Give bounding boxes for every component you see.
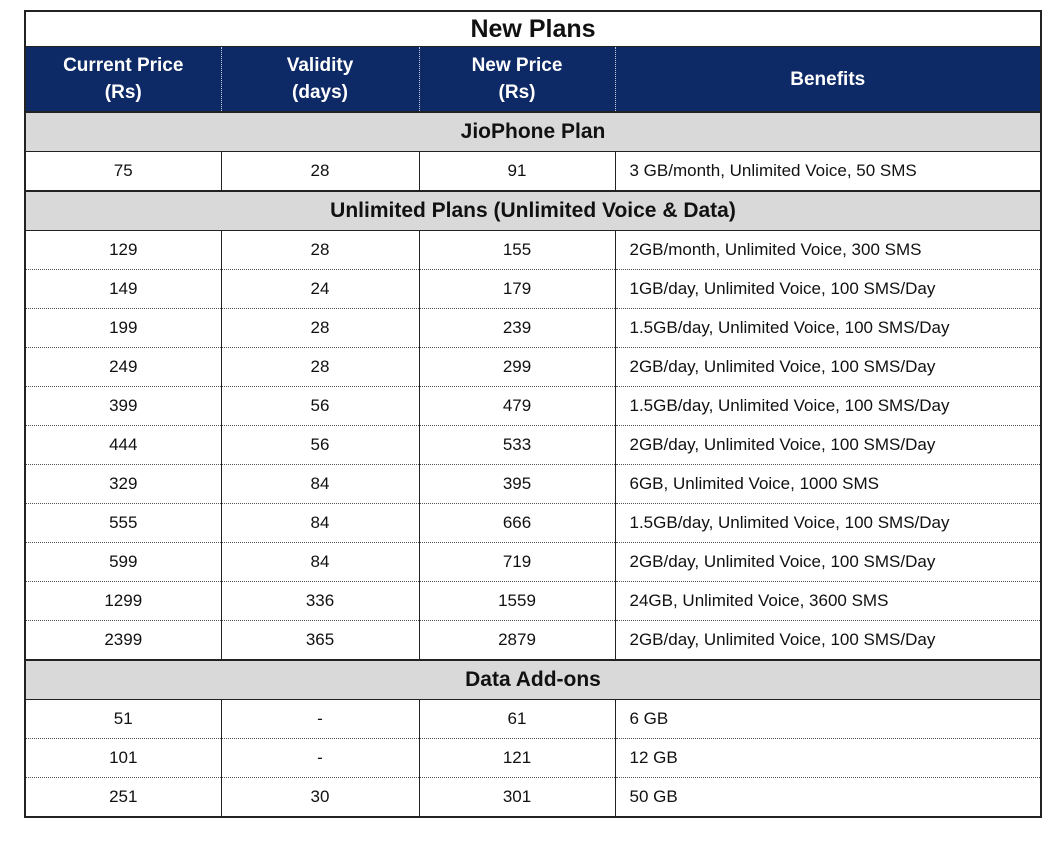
table-row	[25, 270, 1041, 309]
cell-current-price: 251	[25, 778, 221, 818]
cell-validity: 84	[221, 465, 419, 504]
cell-current-price: 129	[25, 231, 221, 270]
cell-benefits: 24GB, Unlimited Voice, 3600 SMS	[615, 582, 1041, 621]
cell-benefits: 12 GB	[615, 739, 1041, 778]
cell-benefits: 1.5GB/day, Unlimited Voice, 100 SMS/Day	[615, 309, 1041, 348]
cell-benefits: 1.5GB/day, Unlimited Voice, 100 SMS/Day	[615, 387, 1041, 426]
header-benefits: Benefits	[615, 47, 1041, 113]
cell-validity: 56	[221, 387, 419, 426]
cell-validity: -	[221, 739, 419, 778]
cell-new-price: 395	[419, 465, 615, 504]
table-row	[25, 739, 1041, 778]
cell-current-price: 1299	[25, 582, 221, 621]
section-row	[25, 660, 1041, 700]
header-new-price-line2: (Rs)	[498, 82, 536, 103]
table-row	[25, 309, 1041, 348]
cell-benefits: 2GB/month, Unlimited Voice, 300 SMS	[615, 231, 1041, 270]
cell-current-price: 2399	[25, 621, 221, 661]
cell-validity: 28	[221, 231, 419, 270]
cell-current-price: 149	[25, 270, 221, 309]
header-validity	[221, 47, 419, 113]
cell-validity: 56	[221, 426, 419, 465]
header-current-price-line1: Current Price	[63, 55, 184, 76]
table-row	[25, 152, 1041, 192]
header-new-price	[419, 47, 615, 113]
cell-new-price: 533	[419, 426, 615, 465]
cell-new-price: 301	[419, 778, 615, 818]
cell-current-price: 75	[25, 152, 221, 192]
cell-validity: 30	[221, 778, 419, 818]
header-current-price-line2: (Rs)	[104, 82, 142, 103]
cell-benefits: 2GB/day, Unlimited Voice, 100 SMS/Day	[615, 426, 1041, 465]
cell-new-price: 121	[419, 739, 615, 778]
cell-current-price: 51	[25, 700, 221, 739]
title-row	[25, 11, 1041, 47]
cell-validity: -	[221, 700, 419, 739]
cell-current-price: 555	[25, 504, 221, 543]
cell-new-price: 479	[419, 387, 615, 426]
cell-new-price: 2879	[419, 621, 615, 661]
table-row	[25, 543, 1041, 582]
cell-validity: 28	[221, 152, 419, 192]
section-title: Data Add-ons	[25, 660, 1041, 700]
cell-benefits: 3 GB/month, Unlimited Voice, 50 SMS	[615, 152, 1041, 192]
section-title: Unlimited Plans (Unlimited Voice & Data)	[25, 191, 1041, 231]
cell-new-price: 91	[419, 152, 615, 192]
table-row	[25, 621, 1041, 661]
cell-benefits: 2GB/day, Unlimited Voice, 100 SMS/Day	[615, 621, 1041, 661]
table-row	[25, 348, 1041, 387]
cell-current-price: 101	[25, 739, 221, 778]
table-title: New Plans	[25, 11, 1041, 47]
header-validity-line2: (days)	[292, 82, 348, 103]
cell-current-price: 399	[25, 387, 221, 426]
table-body	[25, 112, 1041, 817]
cell-validity: 336	[221, 582, 419, 621]
cell-new-price: 666	[419, 504, 615, 543]
cell-benefits: 6 GB	[615, 700, 1041, 739]
table-row	[25, 426, 1041, 465]
section-row	[25, 112, 1041, 152]
plans-table	[24, 10, 1042, 818]
cell-validity: 84	[221, 504, 419, 543]
header-row	[25, 47, 1041, 113]
table-row	[25, 231, 1041, 270]
table-row	[25, 700, 1041, 739]
cell-current-price: 199	[25, 309, 221, 348]
cell-new-price: 239	[419, 309, 615, 348]
table-row	[25, 387, 1041, 426]
cell-benefits: 2GB/day, Unlimited Voice, 100 SMS/Day	[615, 543, 1041, 582]
section-row	[25, 191, 1041, 231]
plans-sheet	[24, 10, 1040, 818]
header-new-price-line1: New Price	[471, 55, 563, 76]
header-validity-line1: Validity	[286, 55, 354, 76]
cell-benefits: 50 GB	[615, 778, 1041, 818]
cell-current-price: 444	[25, 426, 221, 465]
table-row	[25, 582, 1041, 621]
cell-benefits: 1.5GB/day, Unlimited Voice, 100 SMS/Day	[615, 504, 1041, 543]
cell-current-price: 599	[25, 543, 221, 582]
cell-validity: 24	[221, 270, 419, 309]
cell-validity: 28	[221, 348, 419, 387]
cell-benefits: 1GB/day, Unlimited Voice, 100 SMS/Day	[615, 270, 1041, 309]
table-row	[25, 465, 1041, 504]
cell-new-price: 299	[419, 348, 615, 387]
header-current-price	[25, 47, 221, 113]
table-row	[25, 778, 1041, 818]
cell-current-price: 249	[25, 348, 221, 387]
cell-current-price: 329	[25, 465, 221, 504]
cell-new-price: 155	[419, 231, 615, 270]
cell-benefits: 2GB/day, Unlimited Voice, 100 SMS/Day	[615, 348, 1041, 387]
table-row	[25, 504, 1041, 543]
cell-new-price: 719	[419, 543, 615, 582]
cell-validity: 28	[221, 309, 419, 348]
cell-new-price: 61	[419, 700, 615, 739]
cell-validity: 84	[221, 543, 419, 582]
cell-new-price: 179	[419, 270, 615, 309]
cell-benefits: 6GB, Unlimited Voice, 1000 SMS	[615, 465, 1041, 504]
cell-new-price: 1559	[419, 582, 615, 621]
cell-validity: 365	[221, 621, 419, 661]
section-title: JioPhone Plan	[25, 112, 1041, 152]
